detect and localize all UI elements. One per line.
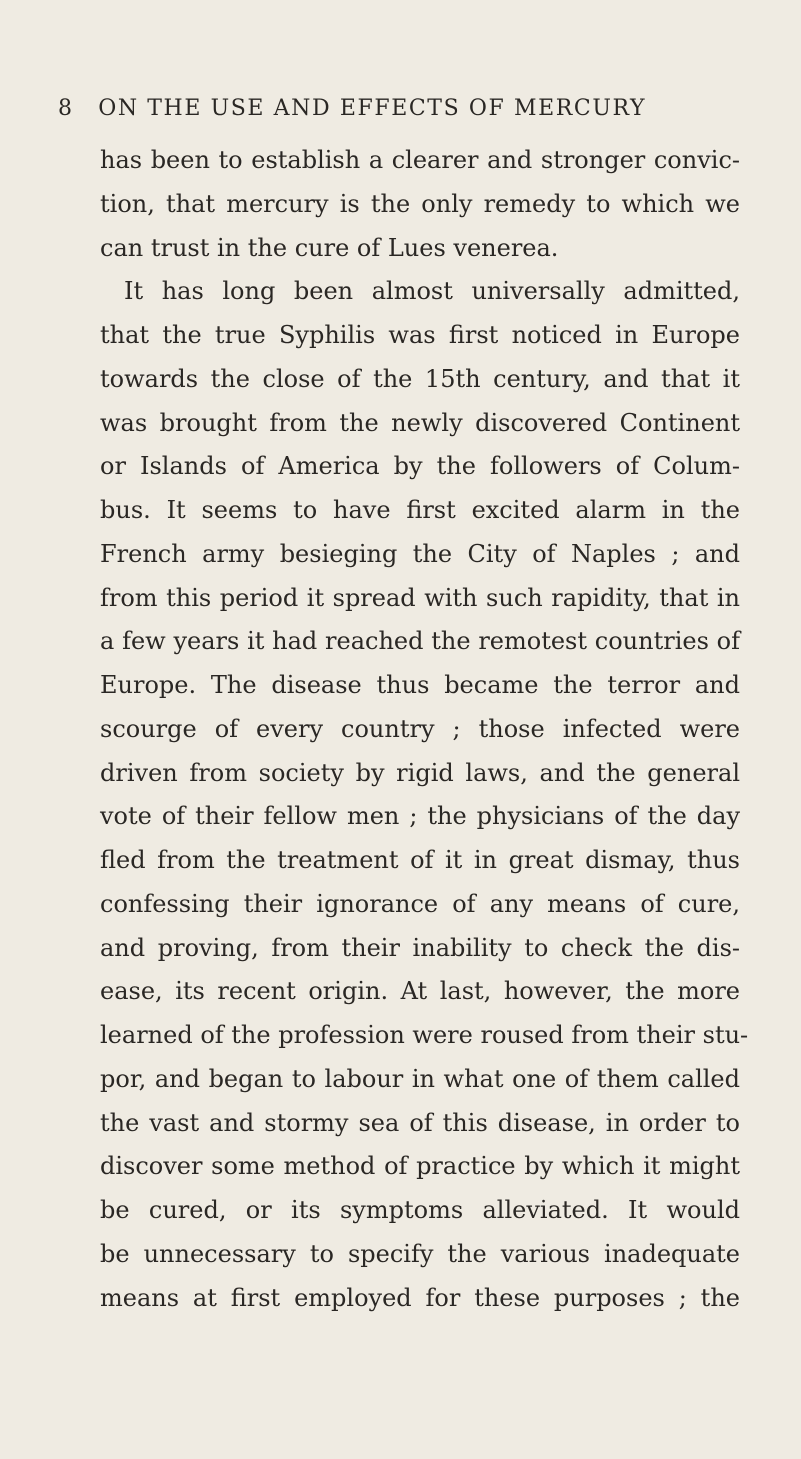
text-line: a few years it had reached the remotest countries of (100, 627, 740, 656)
text-line: means at first employed for these purposes ; the (100, 1283, 740, 1312)
text-line: vote of their fellow men ; the physicians of the day (100, 802, 740, 831)
body-text (100, 139, 749, 1320)
text-line: or Islands of America by the followers of Colum- (100, 452, 740, 481)
text-line: be unnecessary to specify the various inadequate (100, 1239, 740, 1268)
text-line: the vast and stormy sea of this disease, in order to (100, 1108, 740, 1137)
running-head: ON THE USE AND EFFECTS OF MERCURY (98, 96, 647, 121)
text-line: learned of the profession were roused from their stu- (100, 1021, 749, 1049)
text-line: ease, its recent origin. At last, however, the more (100, 977, 740, 1006)
text-line: towards the close of the 15th century, and that it (100, 364, 740, 393)
text-line: It has long been almost universally admitted, (124, 277, 740, 306)
text-line: Europe. The disease thus became the terror and (100, 671, 740, 699)
text-line: tion, that mercury is the only remedy to which we (100, 189, 740, 218)
text-line: from this period it spread with such rapidity, that in (100, 583, 740, 612)
text-line: was brought from the newly discovered Continent (100, 408, 740, 437)
text-line: scourge of every country ; those infected were (100, 714, 740, 743)
text-line: por, and began to labour in what one of them called (100, 1064, 740, 1093)
text-line: discover some method of practice by which it might (100, 1152, 740, 1181)
text-line: fled from the treatment of it in great dismay, thus (100, 846, 740, 874)
text-line: has been to establish a clearer and stronger convic- (100, 146, 740, 174)
page-number: 8 (58, 96, 74, 121)
text-line: be cured, or its symptoms alleviated. It would (100, 1196, 740, 1224)
text-line: and proving, from their inability to check the dis- (100, 933, 740, 962)
text-line: French army besieging the City of Naples ; and (100, 539, 740, 568)
page-header (58, 96, 758, 128)
text-line: driven from society by rigid laws, and the general (100, 758, 740, 787)
text-line: confessing their ignorance of any means of cure, (100, 889, 740, 918)
text-line: bus. It seems to have first excited alarm in the (100, 496, 740, 524)
text-line: that the true Syphilis was first noticed in Europe (100, 321, 740, 349)
text-line: can trust in the cure of Lues venerea. (100, 233, 559, 262)
